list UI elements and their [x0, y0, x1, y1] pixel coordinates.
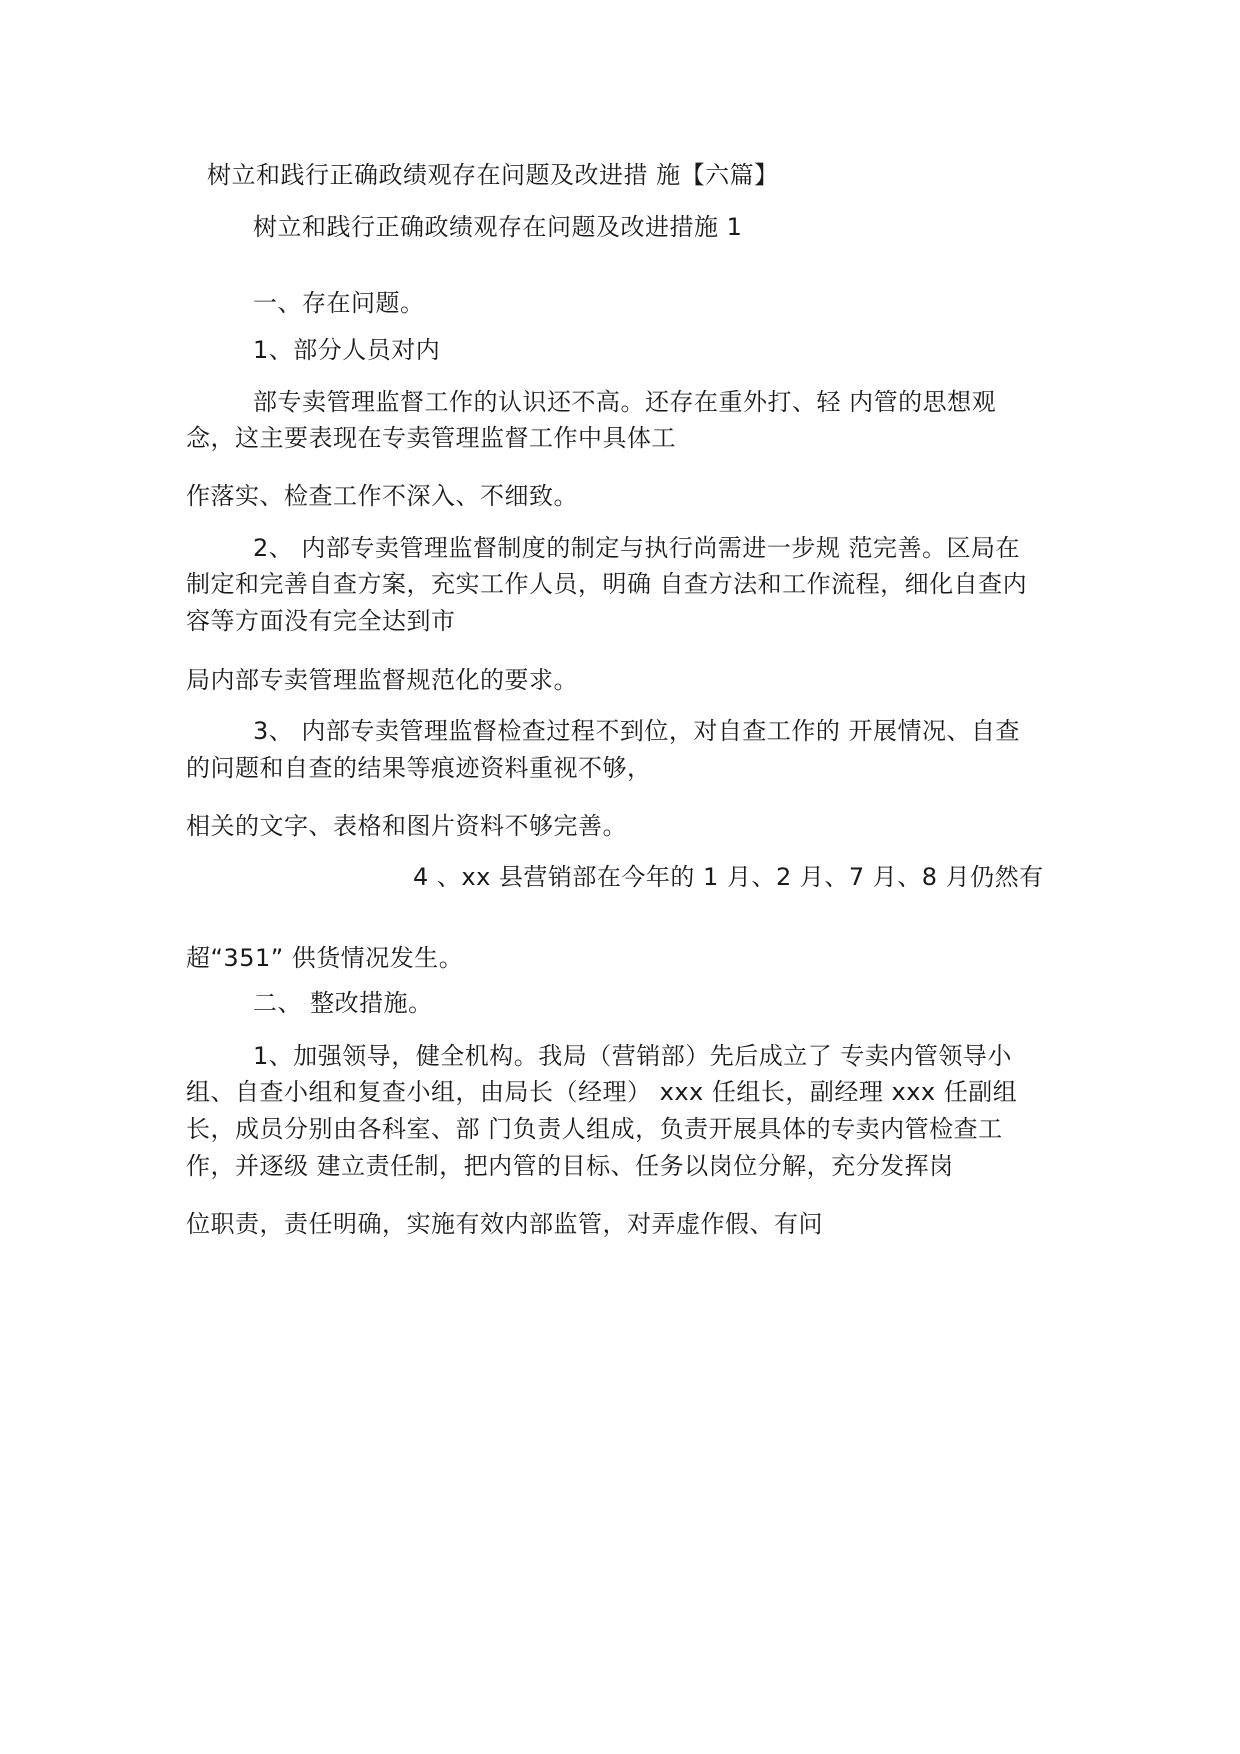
paragraph-line: 制定和完善自查方案，充实工作人员，明确 自查方法和工作流程，细化自查内 — [186, 570, 1028, 598]
paragraph-line: 念，这主要表现在专卖管理监督工作中具体工 — [186, 424, 676, 452]
paragraph-line: 作落实、检查工作不深入、不细致。 — [186, 482, 578, 510]
paragraph-line: 相关的文字、表格和图片资料不够完善。 — [186, 812, 627, 840]
paragraph-line: 位职责，责任明确，实施有效内部监管，对弄虚作假、有问 — [186, 1210, 823, 1238]
paragraph-line: 2、 内部专卖管理监督制度的制定与执行尚需进一步规 范完善。区局在 — [253, 534, 1021, 562]
document-title: 树立和践行正确政绩观存在问题及改进措 施【六篇】 — [207, 161, 779, 189]
document-subtitle: 树立和践行正确政绩观存在问题及改进措施 1 — [253, 213, 743, 241]
paragraph-line: 局内部专卖管理监督规范化的要求。 — [186, 666, 578, 694]
paragraph-line: 的问题和自查的结果等痕迹资料重视不够， — [186, 754, 652, 782]
paragraph-line: 4 、xx 县营销部在今年的 1 月、2 月、7 月、8 月仍然有 — [413, 863, 1044, 891]
paragraph-line: 3、 内部专卖管理监督检查过程不到位，对自查工作的 开展情况、自查 — [253, 717, 1021, 745]
paragraph-line: 1、加强领导，健全机构。我局（营销部）先后成立了 专卖内管领导小 — [253, 1042, 1012, 1070]
paragraph-line: 长，成员分别由各科室、部 门负责人组成，负责开展具体的专卖内管检查工 — [186, 1115, 1003, 1143]
section-heading-problems: 一、存在问题。 — [253, 289, 425, 317]
paragraph-line: 容等方面没有完全达到市 — [186, 607, 456, 635]
paragraph-line: 超“351” 供货情况发生。 — [186, 944, 464, 972]
paragraph-line: 1、部分人员对内 — [253, 336, 441, 364]
section-heading-measures: 二、 整改措施。 — [253, 989, 433, 1017]
paragraph-line: 作，并逐级 建立责任制，把内管的目标、任务以岗位分解，充分发挥岗 — [186, 1152, 954, 1180]
paragraph-line: 组、自查小组和复查小组，由局长（经理） xxx 任组长，副经理 xxx 任副组 — [186, 1078, 1018, 1106]
paragraph-line: 部专卖管理监督工作的认识还不高。还存在重外打、轻 内管的思想观 — [253, 388, 997, 416]
